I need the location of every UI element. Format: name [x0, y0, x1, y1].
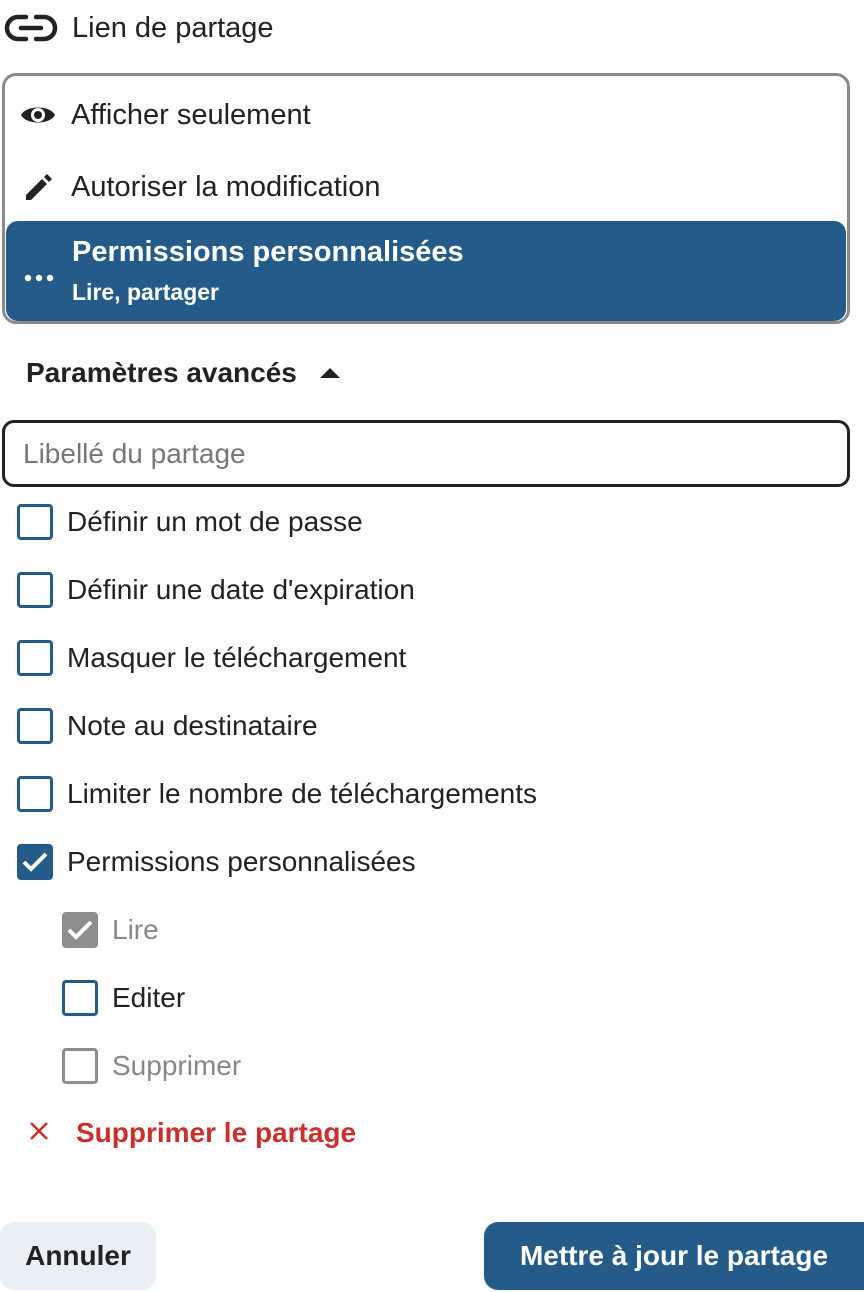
header-title: Lien de partage — [72, 11, 274, 44]
checkbox[interactable] — [17, 776, 53, 812]
option-label: Permissions personnalisées — [67, 846, 416, 877]
update-share-button[interactable]: Mettre à jour le partage — [484, 1222, 864, 1290]
option-label: Définir un mot de passe — [67, 506, 363, 537]
option-hide-download[interactable] — [17, 633, 406, 683]
permission-option-label: Afficher seulement — [71, 98, 311, 131]
option-label: Masquer le téléchargement — [67, 642, 407, 673]
permission-option-summary: Lire, partager — [72, 279, 219, 305]
checkbox[interactable] — [17, 640, 53, 676]
custom-permission-edit[interactable] — [62, 973, 185, 1023]
eye-icon — [5, 102, 71, 128]
ellipsis-icon — [6, 260, 72, 282]
option-limit-downloads[interactable] — [17, 769, 537, 819]
custom-permission-delete — [62, 1041, 241, 1091]
permission-option-custom[interactable] — [6, 221, 846, 321]
checkmark-icon — [67, 920, 93, 940]
advanced-settings-label: Paramètres avancés — [26, 357, 297, 388]
delete-share-label: Supprimer le partage — [76, 1117, 357, 1148]
custom-permission-read — [62, 905, 159, 955]
checkbox[interactable] — [17, 504, 53, 540]
checkbox-checked-disabled — [62, 912, 98, 948]
option-label: Limiter le nombre de téléchargements — [67, 778, 538, 809]
option-set-password[interactable] — [17, 497, 363, 547]
delete-share-button[interactable] — [28, 1110, 356, 1156]
option-note-to-recipient[interactable] — [17, 701, 318, 751]
close-icon — [28, 1120, 50, 1147]
share-link-header — [4, 8, 274, 48]
permission-selector — [2, 73, 850, 324]
checkbox-checked[interactable] — [17, 844, 53, 880]
share-label-input[interactable] — [2, 420, 850, 487]
permission-option-custom-texts — [72, 236, 464, 306]
advanced-settings-toggle[interactable] — [26, 350, 341, 396]
permission-option-label: Permissions personnalisées — [72, 236, 464, 268]
caret-up-icon — [319, 367, 341, 379]
option-custom-permissions[interactable] — [17, 837, 416, 887]
checkbox[interactable] — [17, 708, 53, 744]
option-label: Définir une date d'expiration — [67, 574, 415, 605]
option-label: Note au destinataire — [67, 710, 318, 741]
pencil-icon — [5, 171, 71, 203]
permission-option-view-only[interactable] — [5, 82, 847, 148]
checkbox[interactable] — [17, 572, 53, 608]
checkmark-icon — [22, 852, 48, 872]
link-icon — [4, 8, 58, 48]
option-label: Lire — [112, 914, 159, 945]
checkbox[interactable] — [62, 980, 98, 1016]
cancel-button[interactable]: Annuler — [0, 1222, 156, 1290]
option-set-expiration-date[interactable] — [17, 565, 415, 615]
option-label: Editer — [112, 982, 186, 1013]
permission-option-label: Autoriser la modification — [71, 170, 381, 203]
checkbox-disabled — [62, 1048, 98, 1084]
permission-option-allow-edit[interactable] — [5, 154, 847, 220]
option-label: Supprimer — [112, 1050, 242, 1081]
